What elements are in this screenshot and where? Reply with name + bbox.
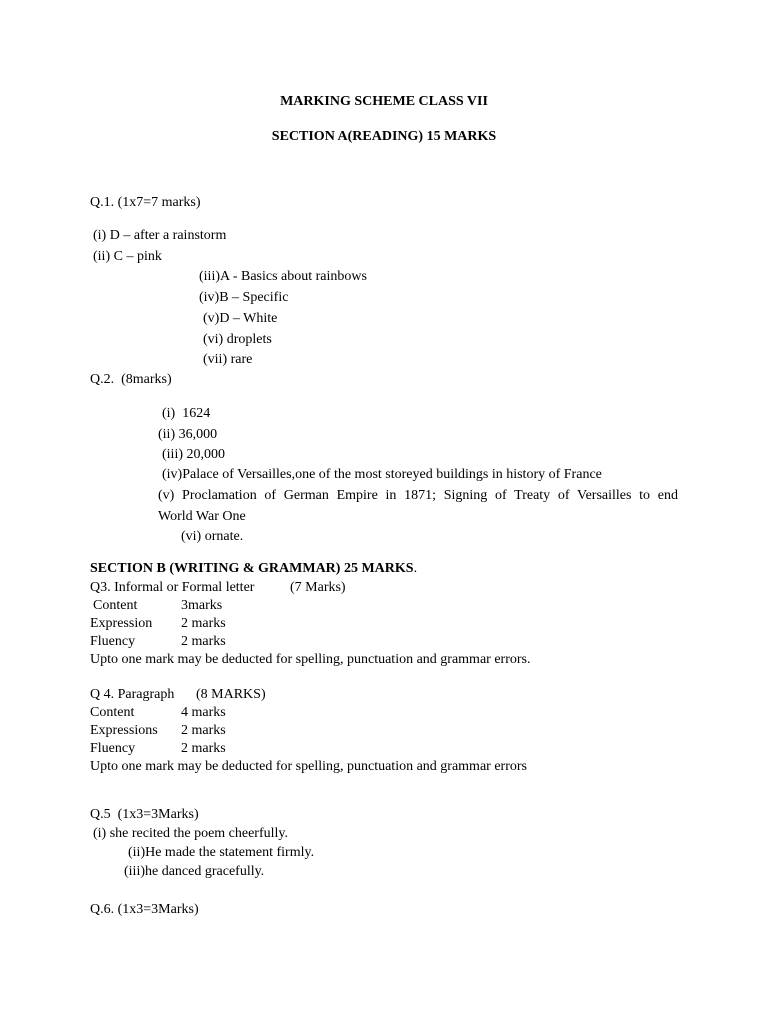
q3-row-label-3: Fluency xyxy=(90,634,136,649)
q1-answer-3: (iii)A - Basics about rainbows xyxy=(199,269,367,284)
q1-answer-4: (iv)B – Specific xyxy=(199,290,289,305)
q5-answer-3: (iii)he danced gracefully. xyxy=(124,864,265,879)
q2-answer-1: (i) 1624 xyxy=(162,406,211,421)
q3-note: Upto one mark may be deducted for spelling, punctuation and grammar errors. xyxy=(90,652,531,667)
q3-row-value-1: 3marks xyxy=(181,598,223,613)
q4-marks: (8 MARKS) xyxy=(196,687,266,702)
q4-row-label-1: Content xyxy=(90,705,135,720)
q5-heading: Q.5 (1x3=3Marks) xyxy=(90,807,199,822)
section-b-heading xyxy=(90,560,417,578)
q4-row-label-3: Fluency xyxy=(90,741,136,756)
q3-marks: (7 Marks) xyxy=(290,580,346,595)
q2-answer-4: (iv)Palace of Versailles,one of the most storeyed buildings in history of France xyxy=(162,467,602,482)
q4-row-value-1: 4 marks xyxy=(181,705,226,720)
q5-answer-1: (i) she recited the poem cheerfully. xyxy=(93,826,289,841)
q2-answer-5-cont: World War One xyxy=(158,509,246,524)
q4-row-value-2: 2 marks xyxy=(181,723,226,738)
q1-answer-5: (v)D – White xyxy=(203,311,278,326)
q4-heading: Q 4. Paragraph xyxy=(90,687,175,702)
q1-answer-6: (vi) droplets xyxy=(203,332,272,347)
q1-answer-1: (i) D – after a rainstorm xyxy=(93,228,227,243)
q2-answer-3: (iii) 20,000 xyxy=(162,447,225,462)
q4-row-value-3: 2 marks xyxy=(181,741,226,756)
q4-row-label-2: Expressions xyxy=(90,723,158,738)
q2-heading: Q.2. (8marks) xyxy=(90,372,172,387)
q2-answer-5: (v) Proclamation of German Empire in 1871; Signing of Treaty of Versailles to end xyxy=(158,488,678,503)
q6-heading: Q.6. (1x3=3Marks) xyxy=(90,902,199,917)
q3-row-value-3: 2 marks xyxy=(181,634,226,649)
page-title: MARKING SCHEME CLASS VII xyxy=(280,94,488,109)
q2-answer-2: (ii) 36,000 xyxy=(158,427,218,442)
q4-note: Upto one mark may be deducted for spelling, punctuation and grammar errors xyxy=(90,759,527,774)
q1-answer-2: (ii) C – pink xyxy=(93,249,162,264)
q3-row-label-2: Expression xyxy=(90,616,153,631)
section-a-heading: SECTION A(READING) 15 MARKS xyxy=(271,129,497,144)
q5-answer-2: (ii)He made the statement firmly. xyxy=(128,845,315,860)
section-b-title: SECTION B (WRITING & GRAMMAR) 25 MARKS xyxy=(90,561,414,576)
q1-answer-7: (vii) rare xyxy=(203,352,253,367)
q3-row-label-1: Content xyxy=(93,598,138,613)
section-b-period: . xyxy=(413,561,418,576)
q3-row-value-2: 2 marks xyxy=(181,616,226,631)
q2-answer-6: (vi) ornate. xyxy=(181,529,244,544)
q3-heading: Q3. Informal or Formal letter xyxy=(90,580,255,595)
q1-heading: Q.1. (1x7=7 marks) xyxy=(90,195,201,210)
